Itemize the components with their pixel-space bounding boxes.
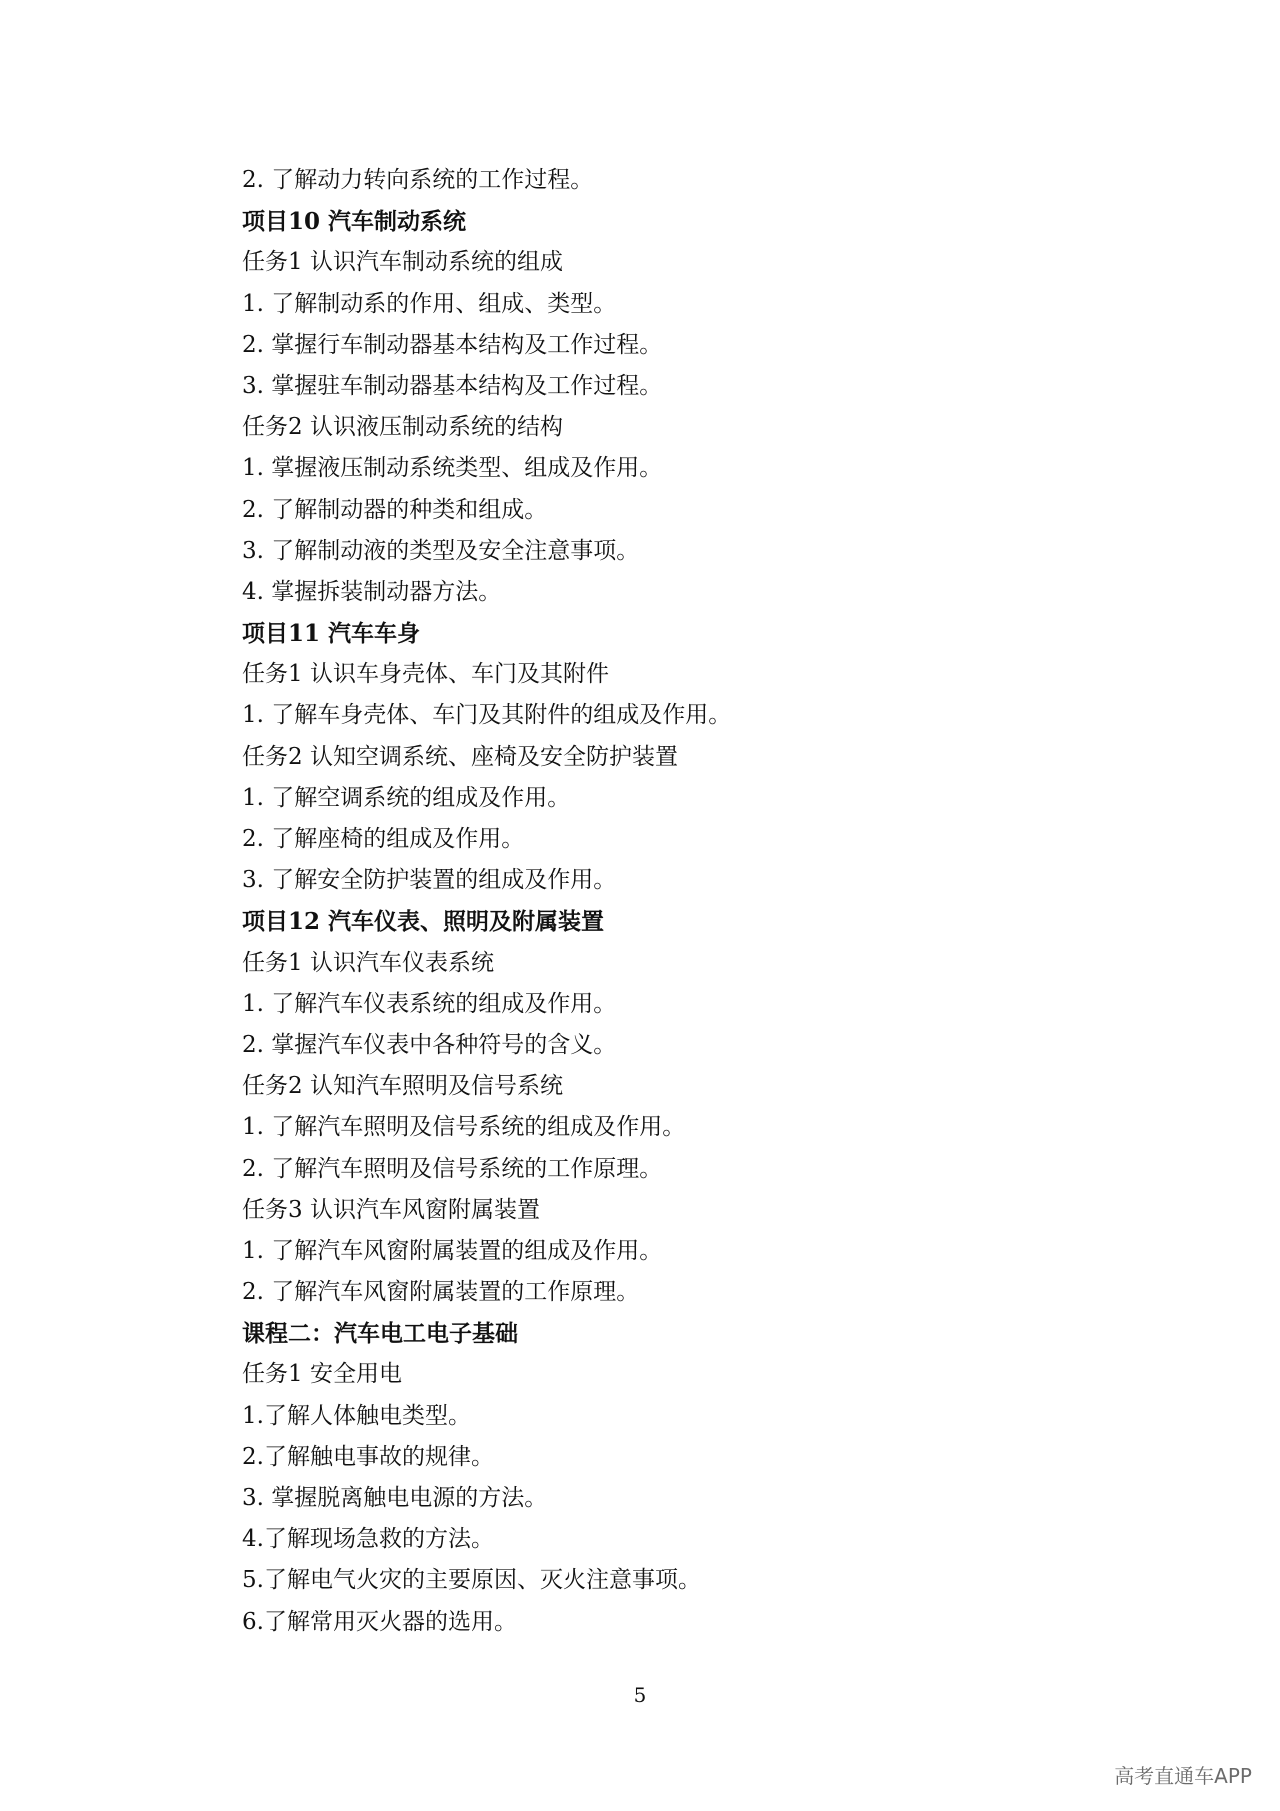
- list-item: 1. 了解空调系统的组成及作用。: [242, 784, 571, 811]
- task-title: 任务2 认识液压制动系统的结构: [242, 414, 563, 441]
- list-item: 1.了解人体触电类型。: [242, 1402, 471, 1429]
- list-item: 1. 了解汽车仪表系统的组成及作用。: [242, 990, 617, 1017]
- list-item: 1. 了解制动系的作用、组成、类型。: [242, 290, 617, 317]
- list-item: 6.了解常用灭火器的选用。: [242, 1608, 517, 1635]
- list-item: 2. 掌握汽车仪表中各种符号的含义。: [242, 1031, 617, 1058]
- list-item: 1. 了解汽车风窗附属装置的组成及作用。: [242, 1237, 663, 1264]
- list-item: 3. 掌握脱离触电电源的方法。: [242, 1485, 548, 1511]
- task-title: 任务2 认知空调系统、座椅及安全防护装置: [242, 743, 678, 770]
- task-title: 任务1 认识汽车仪表系统: [242, 949, 494, 976]
- task-title: 任务1 认识汽车制动系统的组成: [242, 249, 563, 276]
- list-item: 1. 掌握液压制动系统类型、组成及作用。: [242, 455, 663, 482]
- list-item: 3. 了解安全防护装置的组成及作用。: [242, 867, 617, 894]
- list-item: 4.了解现场急救的方法。: [242, 1526, 494, 1553]
- task-title: 任务3 认识汽车风窗附属装置: [242, 1196, 540, 1223]
- task-title: 任务1 认识车身壳体、车门及其附件: [242, 661, 609, 688]
- task-title: 任务2 认知汽车照明及信号系统: [242, 1073, 563, 1100]
- list-item: 4. 掌握拆装制动器方法。: [242, 578, 502, 605]
- list-item: 2. 了解汽车风窗附属装置的工作原理。: [242, 1279, 640, 1306]
- section-heading: 项目10 汽车制动系统: [242, 208, 467, 236]
- app-watermark: 高考直通车APP: [1114, 1764, 1252, 1788]
- list-item: 3. 了解制动液的类型及安全注意事项。: [242, 537, 640, 564]
- section-heading: 项目11 汽车车身: [242, 620, 421, 648]
- list-item: 2. 了解座椅的组成及作用。: [242, 826, 525, 852]
- section-heading: 项目12 汽车仪表、照明及附属装置: [242, 908, 605, 936]
- list-item: 2. 了解制动器的种类和组成。: [242, 496, 548, 523]
- list-item: 2. 了解动力转向系统的工作过程。: [242, 167, 594, 193]
- list-item: 2. 掌握行车制动器基本结构及工作过程。: [242, 331, 663, 358]
- list-item: 3. 掌握驻车制动器基本结构及工作过程。: [242, 372, 663, 399]
- list-item: 2.了解触电事故的规律。: [242, 1443, 494, 1470]
- list-item: 5.了解电气火灾的主要原因、灭火注意事项。: [242, 1567, 701, 1594]
- task-title: 任务1 安全用电: [242, 1361, 402, 1388]
- section-heading: 课程二：汽车电工电子基础: [242, 1320, 518, 1348]
- page-number: 5: [633, 1683, 647, 1707]
- list-item: 1. 了解车身壳体、车门及其附件的组成及作用。: [242, 702, 732, 729]
- list-item: 2. 了解汽车照明及信号系统的工作原理。: [242, 1155, 663, 1182]
- list-item: 1. 了解汽车照明及信号系统的组成及作用。: [242, 1114, 686, 1141]
- document-body: [242, 160, 1142, 1643]
